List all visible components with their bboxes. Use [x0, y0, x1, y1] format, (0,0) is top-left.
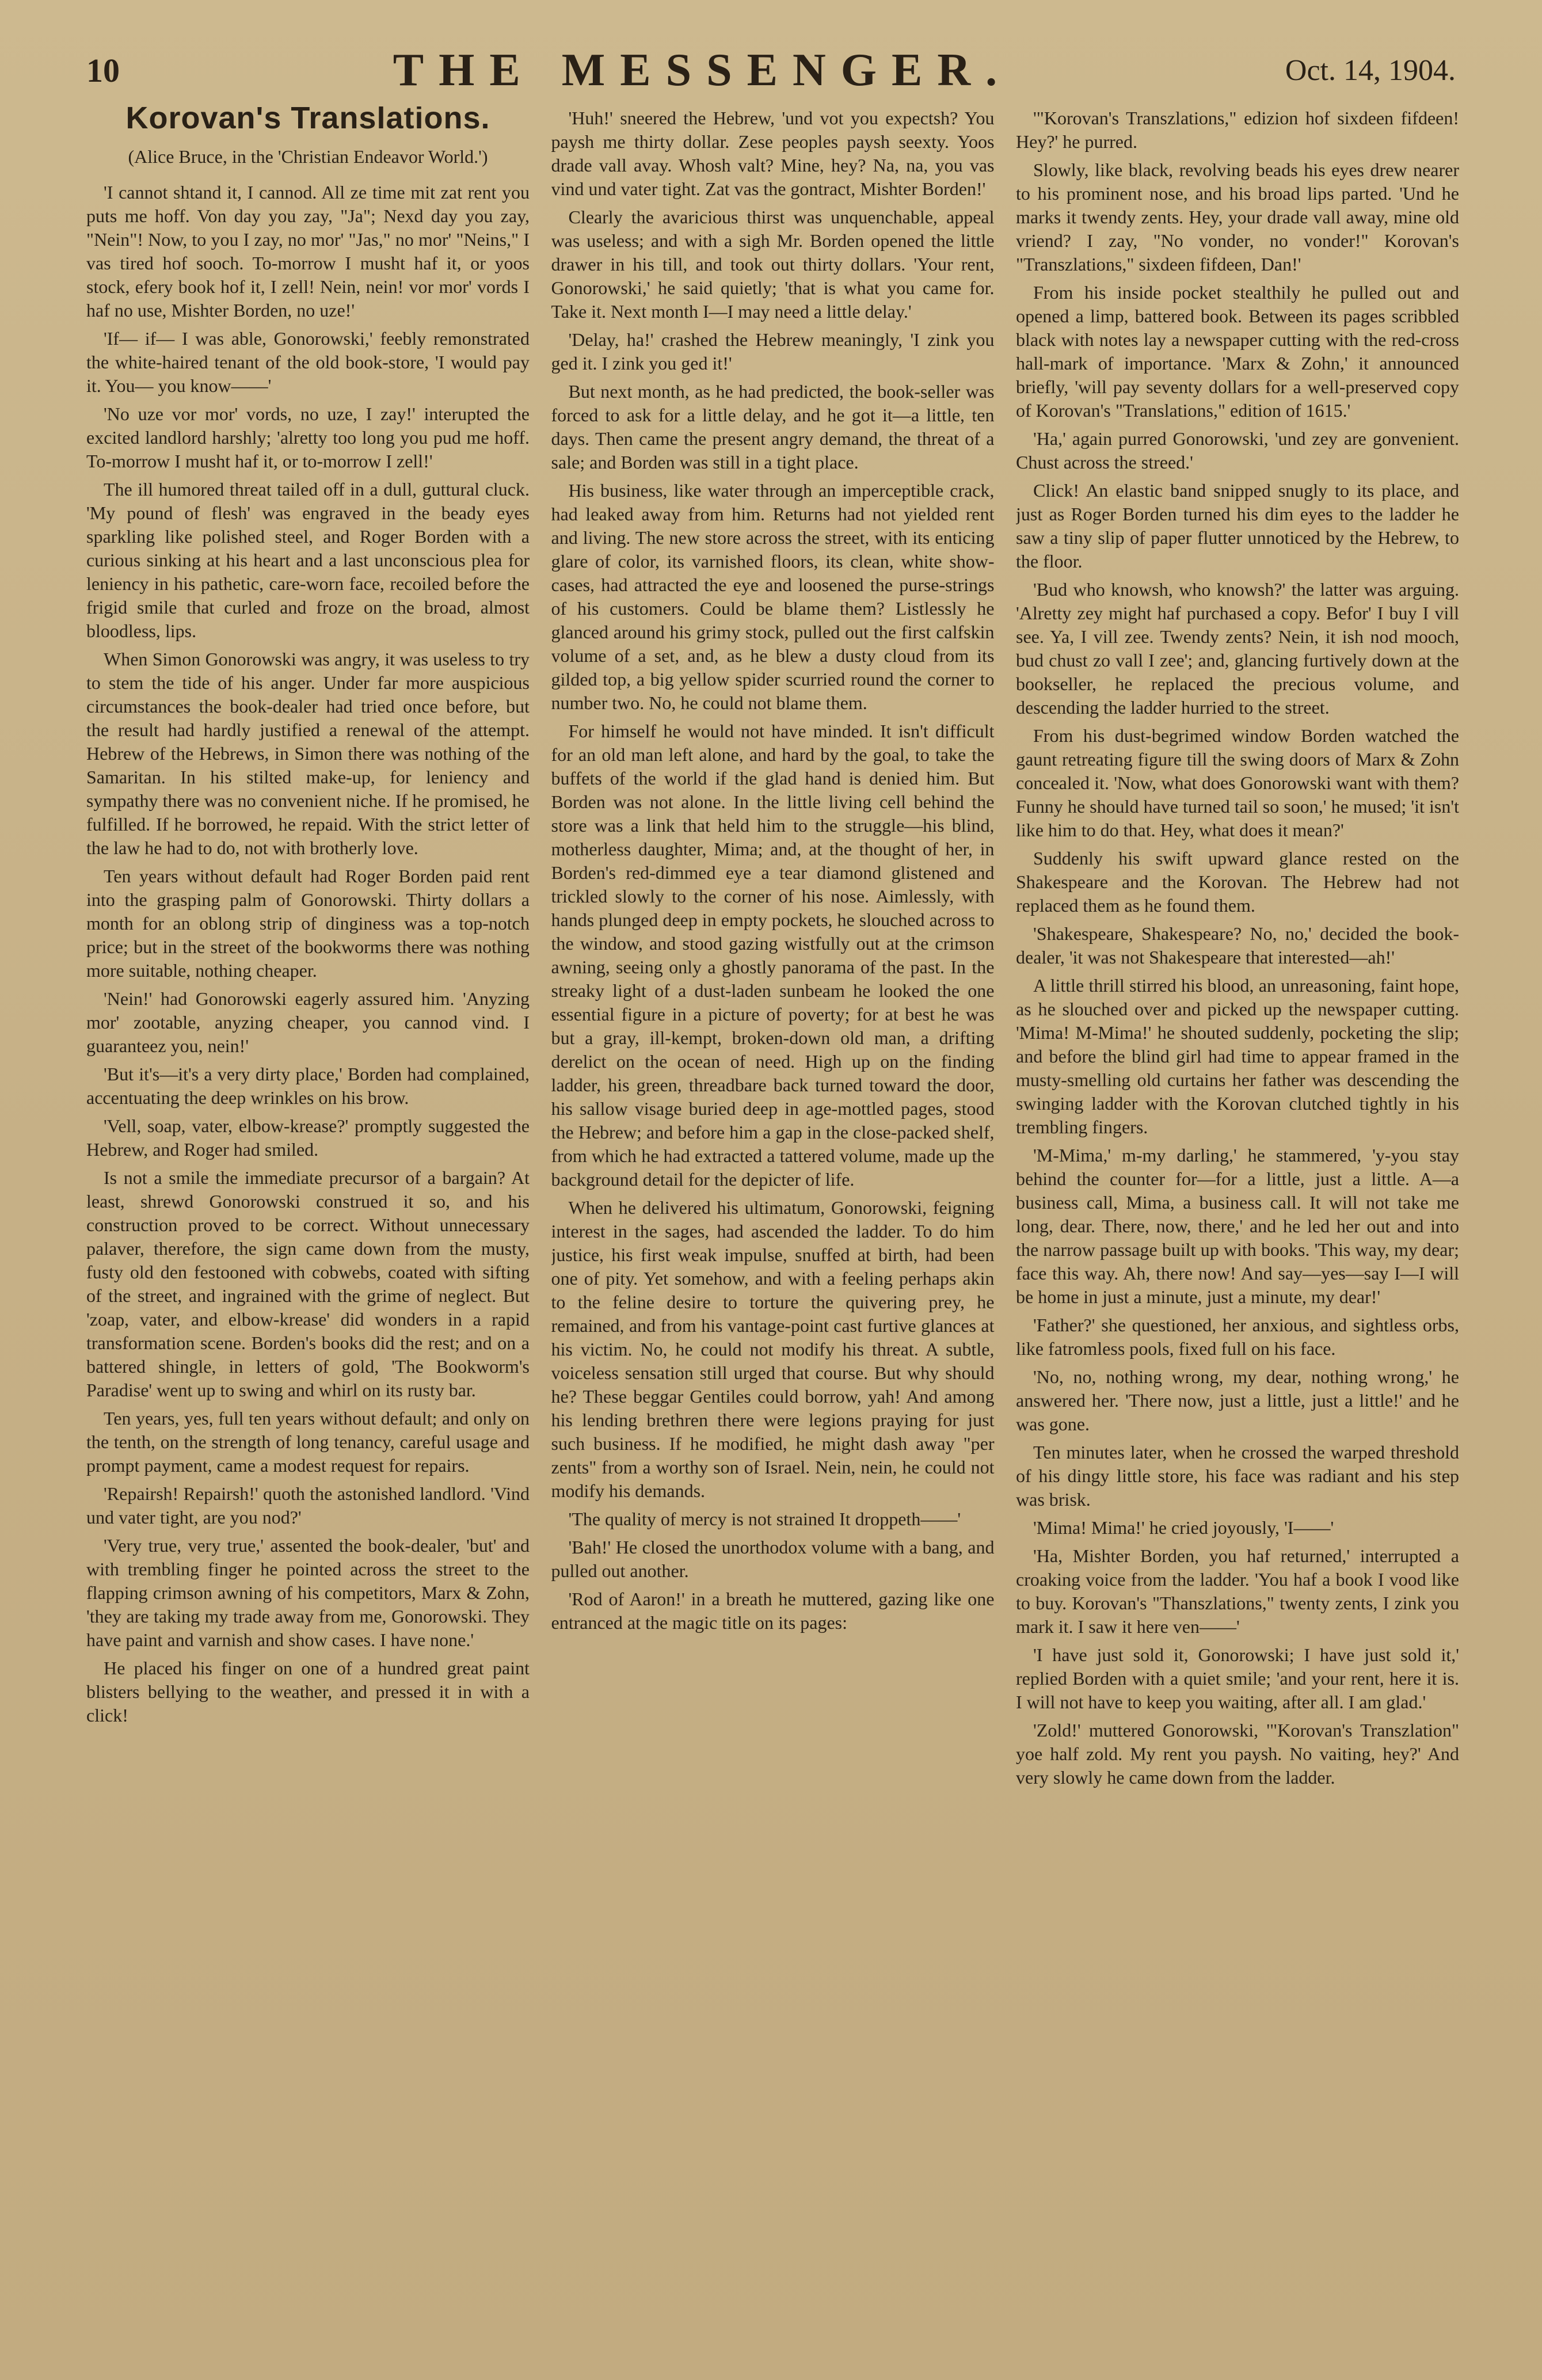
- paragraph: When Simon Gonorowski was angry, it was useless to try to stem the tide of his anger. Under far more auspicious circumstances the book-dealer had tried once before, but the result had hardly justified a renewal of the attempt. Hebrew of the Hebrews, in Simon there was nothing of the Samaritan. In his stilted make-up, for leniency and sympathy there was no convenient niche. If he promised, he fulfilled. If he borrowed, he repaid. With the strict letter of the law he had to do, not with brotherly love.: [86, 649, 530, 858]
- paragraph: 'Nein!' had Gonorowski eagerly assured him. 'Anyzing mor' zootable, anyzing cheaper, you cannod vind. I guaranteez you, nein!': [86, 988, 530, 1056]
- paragraph: When he delivered his ultimatum, Gonorowski, feigning interest in the sages, had ascended the ladder. To do him justice, his first weak impulse, snuffed at birth, had been one of pity. Yet somehow, and with a feeling perhaps akin to the feline desire to torture the quivering prey, he remained, and from his vantage-point cast furtive glances at his victim. No, he could not modify his threat. A subtle, voiceless sensation still urged that course. But why should he? These beggar Gentiles could borrow, yah! And among his lending brethren there were legions praying for just such business. If he modified, he might dash away "per zents" from a worthy son of Israel. Nein, nein, he could not modify his demands.: [551, 1197, 995, 1501]
- paragraph: 'Very true, very true,' assented the book-dealer, 'but' and with trembling finger he pointed across the street to the flapping crimson awning of his competitors, Marx & Zohn, 'they are taking my trade away from me, Gonorowski. They have paint and varnish and show cases. I have none.': [86, 1535, 530, 1650]
- paragraph: His business, like water through an imperceptible crack, had leaked away from him. Returns had not yielded rent and living. The new store across the street, with its enticing glare of color, its varnished floors, its clean, white show-cases, had attracted the eye and loosened the purse-strings of his customers. Could be blame them? Listlessly he glanced around his grimy stock, pulled out the first calfskin volume of a set, and, as he blew a dusty cloud from its gilded top, a big yellow spider scurried round the corner to number two. No, he could not blame them.: [551, 480, 995, 713]
- paragraph: 'The quality of mercy is not strained It droppeth——': [568, 1509, 961, 1529]
- paragraph: 'Vell, soap, vater, elbow-krease?' promptly suggested the Hebrew, and Roger had smiled.: [86, 1115, 530, 1160]
- page-number: 10: [86, 51, 120, 89]
- paragraph: 'No, no, nothing wrong, my dear, nothing wrong,' he answered her. 'There now, just a little, just a little!' and he was gone.: [1016, 1366, 1459, 1434]
- paragraph: Is not a smile the immediate precursor of a bargain? At least, shrewd Gonorowski construed it so, and his construction proved to be correct. Without unnecessary palaver, therefore, the sign came down from the musty, fusty old den festooned with cobwebs, coated with sifting of the street, and ingrained with the grime of neglect. But 'zoap, vater, and elbow-krease' did wonders in a rapid transformation scene. Borden's books did the rest; and on a battered shingle, in letters of gold, 'The Bookworm's Paradise' went up to swing and whirl on its rusty bar.: [86, 1167, 530, 1400]
- paragraph: 'Delay, ha!' crashed the Hebrew meaningly, 'I zink you ged it. I zink you ged it!': [551, 329, 995, 374]
- paragraph: 'M-Mima,' m-my darling,' he stammered, 'y-you stay behind the counter for—for a little, just a little. A—a business call, Mima, a business call. It will not take me long, dear. There, now, there,' and he led her out and into the narrow passage built up with books. 'This way, my dear; face this way. Ah, there now! And say—yes—say I—I will be home in just a minute, just a minute, my dear!': [1016, 1145, 1459, 1307]
- paragraph: From his dust-begrimed window Borden watched the gaunt retreating figure till the swing doors of Marx & Zohn concealed it. 'Now, what does Gonorowski want with them? Funny he should have turned tail so soon,' he mused; 'it isn't like him to do that. Hey, what does it mean?': [1016, 725, 1459, 840]
- paragraph: Clearly the avaricious thirst was unquenchable, appeal was useless; and with a sigh Mr. Borden opened the little drawer in his till, and took out thirty dollars. 'Your rent, Gonorowski,' he said quietly; 'that is what you came for. Take it. Next month I—I may need a little delay.': [551, 207, 995, 322]
- article-byline: (Alice Bruce, in the 'Christian Endeavor World.'): [128, 146, 488, 167]
- paragraph: 'Rod of Aaron!' in a breath he muttered, gazing like one entranced at the magic title on its pages:: [551, 1589, 995, 1633]
- column-1: [86, 106, 530, 2351]
- paragraph: 'Bud who knowsh, who knowsh?' the latter was arguing. 'Alretty zey might haf purchased a copy. Befor' I buy I vill see. Ya, I vill zee. Twendy zents? Nein, it ish nod mooch, bud chust zo vall I zee'; and, glancing furtively down at the bookseller, he replaced the precious volume, and descending the ladder hurried to the street.: [1016, 579, 1459, 718]
- paragraph: For himself he would not have minded. It isn't difficult for an old man left alone, and hard by the goal, to take the buffets of the world if the glad hand is denied him. But Borden was not alone. In the little living cell behind the store was a link that held him to the struggle—his blind, motherless daughter, Mima; and, at the thought of her, in Borden's red-dimmed eye a tear diamond glistened and trickled slowly to the corner of his nose. Aimlessly, with hands plunged deep in empty pockets, he slouched across to the window, and stood gazing wistfully out at the crimson awning, seeing only a ghostly panorama of the past. In the streaky light of a dust-laden sunbeam he looked the one essential figure in a picture of poverty; for at best he was but a gray, ill-kempt, broken-down old man, a drifting derelict on the ocean of need. High up on the finding ladder, his green, threadbare back turned toward the door, his sallow visage buried deep in age-mottled pages, stood the Hebrew; and before him a gap in the close-packed shelf, from which he had extracted a tattered volume, made up the background detail for the depicter of life.: [551, 721, 995, 1190]
- paragraph: A little thrill stirred his blood, an unreasoning, faint hope, as he slouched over and picked up the newspaper cutting. 'Mima! M-Mima!' he shouted suddenly, pocketing the slip; and before the blind girl had time to appear framed in the musty-smelling old curtains her father was descending the swinging ladder with the Korovan clutched tightly in his trembling fingers.: [1016, 975, 1459, 1137]
- column-3: [1016, 106, 1459, 2351]
- paragraph: 'I cannot shtand it, I cannod. All ze time mit zat rent you puts me hoff. Von day you zay, "Ja"; Nexd day you zay, "Nein"! Now, to you I zay, no mor' "Jas," no mor' "Neins," I vas tired hof sooch. To-morrow I musht haf it, or yoos stock, efery book hof it, I zell! Nein, nein! vor mor' vords I haf no use, Mishter Borden, no uze!': [86, 182, 530, 321]
- paragraph: But next month, as he had predicted, the book-seller was forced to ask for a little delay, and he got it—a little, ten days. Then came the present angry demand, the threat of a sale; and Borden was still in a tight place.: [551, 381, 995, 473]
- paragraph: 'Shakespeare, Shakespeare? No, no,' decided the book-dealer, 'it was not Shakespeare that interested—ah!': [1016, 923, 1459, 968]
- masthead: [86, 36, 1456, 105]
- paragraph: From his inside pocket stealthily he pulled out and opened a limp, battered book. Between its pages scribbled black with notes lay a newspaper cutting with the red-cross hall-mark of importance. 'Marx & Zohn,' it announced briefly, 'will pay seventy dollars for a well-preserved copy of Korovan's "Translations," edition of 1615.': [1016, 282, 1459, 421]
- paragraph: 'Ha, Mishter Borden, you haf returned,' interrupted a croaking voice from the ladder. 'You haf a book I vood like to buy. Korovan's "Thanszlations," twenty zents, I zink you mark it. I saw it here ven——': [1016, 1545, 1459, 1637]
- paragraph: 'Father?' she questioned, her anxious, and sightless orbs, like fatromless pools, fixed full on his face.: [1016, 1315, 1459, 1359]
- paragraph: 'Repairsh! Repairsh!' quoth the astonished landlord. 'Vind und vater tight, are you nod?': [86, 1483, 530, 1528]
- paragraph: 'Zold!' muttered Gonorowski, '"Korovan's Transzlation" yoe half zold. My rent you paysh. No vaiting, hey?' And very slowly he came down from the ladder.: [1016, 1720, 1459, 1788]
- paragraph: 'If— if— I was able, Gonorowski,' feebly remonstrated the white-haired tenant of the old book-store, 'I would pay it. You— you know——': [86, 328, 530, 396]
- paragraph: 'I have just sold it, Gonorowski; I have just sold it,' replied Borden with a quiet smile; 'and your rent, here it is. I will not have to keep you waiting, after all. I am glad.': [1016, 1644, 1459, 1712]
- paragraph: Ten years without default had Roger Borden paid rent into the grasping palm of Gonorowski. Thirty dollars a month for an oblong strip of dinginess was a top-notch price; but in the street of the bookworms there was nothing more suitable, nothing cheaper.: [86, 866, 530, 981]
- paragraph: 'No uze vor mor' vords, no uze, I zay!' interupted the excited landlord harshly; 'alretty too long you pud me hoff. To-morrow I musht haf it, or to-morrow I zell!': [86, 403, 530, 471]
- paragraph: 'Ha,' again purred Gonorowski, 'und zey are gonvenient. Chust across the streed.': [1016, 428, 1459, 473]
- paragraph: 'Bah!' He closed the unorthodox volume with a bang, and pulled out another.: [551, 1537, 995, 1581]
- paragraph: '"Korovan's Transzlations," edizion hof sixdeen fifdeen! Hey?' he purred.: [1016, 108, 1459, 152]
- paragraph: Click! An elastic band snipped snugly to its place, and just as Roger Borden turned his dim eyes to the ladder he saw a tiny slip of paper flutter unnoticed by the Hebrew, to the floor.: [1016, 480, 1459, 572]
- paragraph: He placed his finger on one of a hundred great paint blisters bellying to the weather, and pressed it in with a click!: [86, 1658, 530, 1726]
- paper-name: THE MESSENGER.: [393, 44, 1012, 96]
- article-columns: [86, 106, 1459, 2351]
- paragraph: Ten years, yes, full ten years without default; and only on the tenth, on the strength of long tenancy, careful usage and prompt payment, came a modest request for repairs.: [86, 1408, 530, 1476]
- paragraph: Suddenly his swift upward glance rested on the Shakespeare and the Korovan. The Hebrew had not replaced them as he found them.: [1016, 848, 1459, 916]
- paragraph: Slowly, like black, revolving beads his eyes drew nearer to his prominent nose, and his broad lips parted. 'Und he marks it twendy zents. Hey, your drade vall away, mine old vriend? I zay, "No vonder, no vonder!" Korovan's "Transzlations," sixdeen fifdeen, Dan!': [1016, 159, 1459, 275]
- paragraph: The ill humored threat tailed off in a dull, guttural cluck. 'My pound of flesh' was engraved in the beady eyes sparkling like polished steel, and Roger Borden with a curious sinking at his heart and a last unconscious plea for leniency in his pathetic, care-worn face, recoiled before the frigid smile that curled and froze on the broad, almost bloodless, lips.: [86, 479, 530, 641]
- paragraph: 'But it's—it's a very dirty place,' Borden had complained, accentuating the deep wrinkles on his brow.: [86, 1064, 530, 1108]
- paragraph: 'Mima! Mima!' he cried joyously, 'I——': [1033, 1517, 1334, 1538]
- paragraph: Ten minutes later, when he crossed the warped threshold of his dingy little store, his face was radiant and his step was brisk.: [1016, 1442, 1459, 1510]
- column-2: [551, 106, 995, 2351]
- article-title: Korovan's Translations.: [125, 106, 490, 135]
- paragraph: 'Huh!' sneered the Hebrew, 'und vot you expectsh? You paysh me thirty dollar. Zese peoples paysh seexty. Yoos drade vall avay. Whosh valt? Mine, hey? Na, na, you vas vind und vater tight. Zat vas the gontract, Mishter Borden!': [551, 108, 995, 199]
- issue-date: Oct. 14, 1904.: [1285, 54, 1456, 87]
